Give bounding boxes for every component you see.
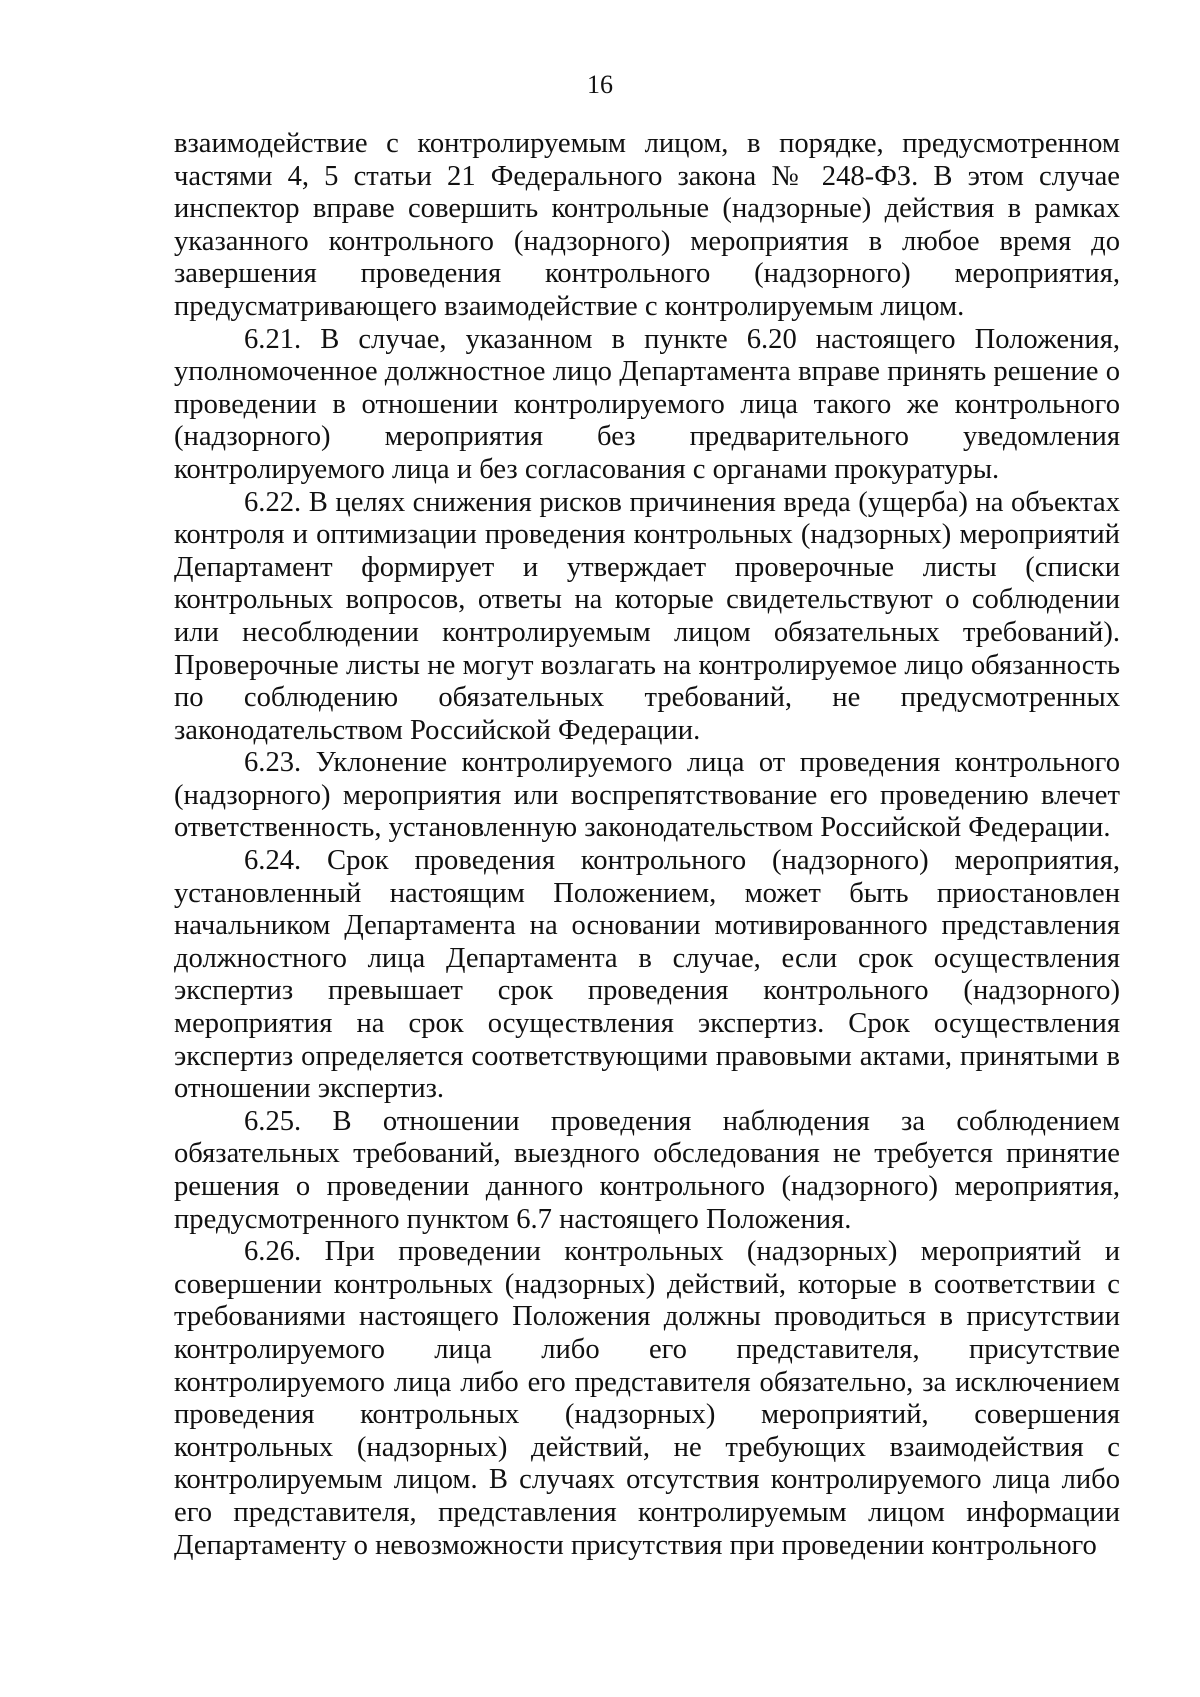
paragraph-6-24: 6.24. Срок проведения контрольного (надзорного) мероприятия, установленный настоящим Положением, может быть приостановлен начальником Департамента на основании мотивированного представления должностного лица Департамента в случае, если срок осуществления экспертиз превышает срок проведения контрольного (надзорного) мероприятия на срок осуществления экспертиз. Срок осуществления экспертиз определяется соответствующими правовыми актами, принятыми в отношении экспертиз.: [174, 845, 1120, 1105]
paragraph-6-21: 6.21. В случае, указанном в пункте 6.20 настоящего Положения, уполномоченное должностное лицо Департамента вправе принять решение о проведении в отношении контролируемого лица такого же контрольного (надзорного) мероприятия без предварительного уведомления контролируемого лица и без согласования с органами прокуратуры.: [174, 323, 1120, 485]
paragraph-6-25: 6.25. В отношении проведения наблюдения за соблюдением обязательных требований, выездного обследования не требуется принятие решения о проведении данного контрольного (надзорного) мероприятия, предусмотренного пунктом 6.7 настоящего Положения.: [174, 1105, 1120, 1235]
paragraph-continuation: взаимодействие с контролируемым лицом, в порядке, предусмотренном частями 4, 5 статьи 21 Федерального закона № 248-ФЗ. В этом случае инспектор вправе совершить контрольные (надзорные) действия в рамках указанного контрольного (надзорного) мероприятия в любое время до завершения проведения контрольного (надзорного) мероприятия, предусматривающего взаимодействие с контролируемым лицом.: [174, 128, 1120, 322]
document-body: [174, 128, 1120, 1562]
paragraph-6-23: 6.23. Уклонение контролируемого лица от проведения контрольного (надзорного) мероприятия или воспрепятствование его проведению влечет ответственность, установленную законодательством Российской Федерации.: [174, 747, 1120, 844]
paragraph-6-22: 6.22. В целях снижения рисков причинения вреда (ущерба) на объектах контроля и оптимизации проведения контрольных (надзорных) мероприятий Департамент формирует и утверждает проверочные листы (списки контрольных вопросов, ответы на которые свидетельствуют о соблюдении или несоблюдении контролируемым лицом обязательных требований). Проверочные листы не могут возлагать на контролируемое лицо обязанность по соблюдению обязательных требований, не предусмотренных законодательством Российской Федерации.: [174, 486, 1120, 746]
page-number: 16: [587, 70, 613, 99]
paragraph-6-26: 6.26. При проведении контрольных (надзорных) мероприятий и совершении контрольных (надзорных) действий, которые в соответствии с требованиями настоящего Положения должны проводиться в присутствии контролируемого лица либо его представителя, присутствие контролируемого лица либо его представителя обязательно, за исключением проведения контрольных (надзорных) мероприятий, совершения контрольных (надзорных) действий, не требующих взаимодействия с контролируемым лицом. В случаях отсутствия контролируемого лица либо его представителя, представления контролируемым лицом информации Департаменту о невозможности присутствия при проведении контрольного: [174, 1236, 1120, 1561]
